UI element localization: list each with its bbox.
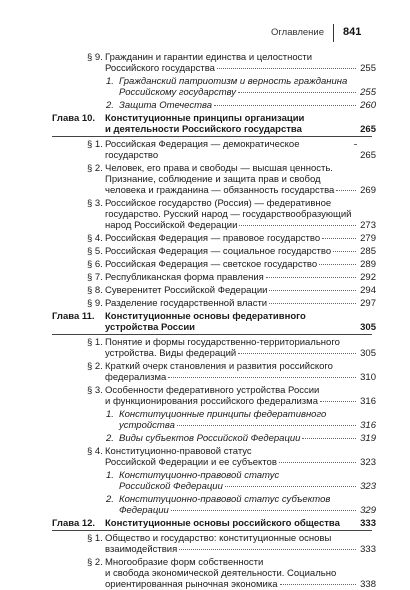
toc-title-line: Человек, его права и свободы — высшая ценность.	[105, 163, 333, 174]
toc-subsection	[0, 100, 410, 111]
dot-leader	[168, 377, 356, 378]
toc-entry-number: 1.	[106, 76, 114, 87]
toc-entry-number: § 2.	[87, 557, 103, 568]
toc-section	[0, 233, 410, 244]
toc-entry-title	[105, 285, 358, 296]
toc-page-number: 265	[360, 124, 376, 135]
toc-page-number: 316	[360, 420, 376, 431]
toc-section	[0, 361, 410, 383]
toc-entry-number: § 6.	[87, 259, 103, 270]
toc-entry-title	[105, 311, 358, 333]
toc-title-line: устройства	[119, 420, 175, 431]
toc-title-line: ориентированная рыночная экономика	[105, 579, 278, 590]
toc-page-number: 269	[360, 185, 376, 196]
table-of-contents	[0, 50, 410, 590]
toc-page-number: 279	[360, 233, 376, 244]
toc-section	[0, 272, 410, 283]
toc-entry-title	[105, 533, 358, 555]
running-header-title: Оглавление	[271, 27, 324, 38]
page-number: 841	[343, 26, 362, 38]
toc-title-line: Российская Федерация — светское государство	[105, 259, 318, 270]
toc-page-number: 265	[360, 150, 376, 161]
toc-entry-number: § 8.	[87, 285, 103, 296]
toc-title-line: Разделение государственной власти	[105, 298, 268, 309]
toc-section	[0, 246, 410, 257]
running-header	[0, 24, 410, 44]
toc-title-line: Конституционно-правовой статус	[119, 470, 280, 481]
toc-entry-number: 1.	[106, 470, 114, 481]
dot-leader	[280, 584, 356, 585]
toc-subsection	[0, 470, 410, 492]
toc-chapter	[0, 113, 410, 137]
toc-entry-title	[105, 139, 358, 161]
toc-title-line: устройства. Виды федераций	[105, 348, 237, 359]
toc-entry-number: § 9.	[87, 298, 103, 309]
toc-subsection	[0, 409, 410, 431]
toc-entry-number: § 1.	[87, 139, 103, 150]
toc-title-line: Конституционно-правовой статус субъектов	[119, 494, 331, 505]
toc-title-line: Российская Федерация — правовое государство	[105, 233, 321, 244]
toc-chapter-label: Глава 11.	[52, 311, 95, 322]
dot-leader	[354, 144, 356, 145]
dot-leader	[319, 264, 356, 265]
dot-leader	[177, 425, 356, 426]
toc-entry-title	[105, 446, 358, 468]
toc-section	[0, 285, 410, 296]
toc-title-line: Гражданин и гарантии единства и целостности	[105, 52, 313, 63]
toc-entry-title	[105, 233, 358, 244]
toc-title-line: Российскому государству	[119, 87, 237, 98]
toc-page-number: 333	[360, 544, 376, 555]
toc-title-line: Защита Отечества	[119, 100, 213, 111]
dot-leader	[238, 353, 356, 354]
toc-title-line: и функционирования российского федерализма	[105, 396, 318, 407]
toc-entry-number: § 4.	[87, 446, 103, 457]
toc-page-number: 305	[360, 348, 376, 359]
toc-title-line: взаимодействия	[105, 544, 178, 555]
dot-leader	[269, 290, 356, 291]
dot-leader	[171, 510, 356, 511]
toc-chapter-label: Глава 10.	[52, 113, 96, 124]
toc-title-line: Конституционные принципы организации	[105, 113, 305, 124]
toc-page-number: 319	[360, 433, 376, 444]
toc-entry-number: 1.	[106, 409, 114, 420]
toc-subsection	[0, 494, 410, 516]
toc-title-line: Многообразие форм собственности	[105, 557, 264, 568]
toc-chapter	[0, 518, 410, 531]
toc-title-line: Конституционно-правовой статус	[105, 446, 252, 457]
toc-section	[0, 533, 410, 555]
toc-entry-title	[119, 470, 358, 492]
toc-entry-number: 2.	[106, 100, 114, 111]
toc-entry-title	[105, 557, 358, 590]
toc-entry-title	[105, 163, 358, 196]
toc-entry-number: § 2.	[87, 361, 103, 372]
toc-section	[0, 557, 410, 590]
toc-title-line: Конституционные основы российского общества	[105, 518, 340, 529]
toc-entry-title	[105, 52, 358, 74]
toc-subsection	[0, 433, 410, 444]
dot-leader	[214, 105, 356, 106]
dot-leader	[336, 190, 356, 191]
dot-leader	[179, 549, 356, 550]
toc-title-line: и свобода экономической деятельности. Социально	[105, 568, 337, 579]
dot-leader	[302, 438, 356, 439]
toc-entry-number: 2.	[106, 433, 114, 444]
toc-title-line: Российская Федерация — демократическое государство	[105, 139, 300, 161]
toc-entry-title	[105, 337, 358, 359]
toc-page-number: 305	[360, 322, 376, 333]
dot-leader	[225, 486, 356, 487]
toc-title-line: Конституционные принципы федеративного	[119, 409, 327, 420]
toc-title-line: Общество и государство: конституционные основы	[105, 533, 332, 544]
toc-page-number: 323	[360, 481, 376, 492]
toc-title-line: Республиканская форма правления	[105, 272, 264, 283]
toc-title-line: Федерации	[119, 505, 169, 516]
toc-title-line: Гражданский патриотизм и верность гражданина	[119, 76, 348, 87]
toc-section	[0, 52, 410, 74]
toc-entry-title	[105, 198, 358, 231]
toc-title-line: Краткий очерк становления и развития российского	[105, 361, 333, 372]
dot-leader	[279, 462, 356, 463]
toc-title-line: человека и гражданина — обязанность государства	[105, 185, 335, 196]
toc-entry-title	[105, 361, 358, 383]
toc-page-number: 255	[360, 87, 376, 98]
dot-leader	[239, 225, 356, 226]
toc-section	[0, 298, 410, 309]
toc-chapter-label: Глава 12.	[52, 518, 96, 529]
toc-entry-number: § 3.	[87, 198, 103, 209]
toc-page-number: 294	[360, 285, 376, 296]
toc-section	[0, 139, 410, 161]
toc-title-line: Конституционные основы федеративного устройства России	[105, 311, 306, 333]
toc-entry-title	[105, 298, 358, 309]
toc-entry-title	[105, 385, 358, 407]
toc-title-line: Виды субъектов Российской Федерации	[119, 433, 301, 444]
toc-entry-title	[105, 272, 358, 283]
toc-entry-title	[105, 113, 358, 135]
toc-page-number: 316	[360, 396, 376, 407]
toc-entry-number: § 7.	[87, 272, 103, 283]
dot-leader	[333, 251, 356, 252]
toc-title-line: Российской Федерации и ее субъектов	[105, 457, 277, 468]
toc-page-number: 333	[360, 518, 376, 529]
header-divider	[333, 24, 334, 42]
toc-title-line: Особенности федеративного устройства России	[105, 385, 320, 396]
dot-leader	[238, 92, 356, 93]
dot-leader	[217, 68, 356, 69]
dot-leader	[320, 401, 356, 402]
toc-section	[0, 385, 410, 407]
toc-title-line: и деятельности Российского государства	[105, 124, 302, 135]
toc-entry-title	[105, 259, 358, 270]
toc-title-line: Российская Федерация — социальное государство	[105, 246, 332, 257]
toc-entry-title	[119, 494, 358, 516]
toc-entry-number: § 9.	[87, 52, 103, 63]
toc-section	[0, 259, 410, 270]
toc-section	[0, 337, 410, 359]
toc-page-number: 310	[360, 372, 376, 383]
toc-page-number: 323	[360, 457, 376, 468]
toc-chapter	[0, 311, 410, 335]
toc-entry-number: § 4.	[87, 233, 103, 244]
toc-page-number: 289	[360, 259, 376, 270]
toc-page-number: 292	[360, 272, 376, 283]
toc-entry-title	[105, 246, 358, 257]
toc-title-line: Российской Федерации	[119, 481, 223, 492]
toc-entry-number: § 5.	[87, 246, 103, 257]
toc-subsection	[0, 76, 410, 98]
toc-entry-title	[119, 409, 358, 431]
toc-page-number: 285	[360, 246, 376, 257]
toc-title-line: Российского государства	[105, 63, 215, 74]
toc-entry-title	[105, 518, 358, 529]
dot-leader	[269, 303, 356, 304]
toc-entry-number: § 3.	[87, 385, 103, 396]
toc-title-line: государство. Русский народ — государствообразующий	[105, 209, 352, 220]
toc-entry-number: 2.	[106, 494, 114, 505]
toc-title-line: Понятие и формы государственно-территориального	[105, 337, 340, 348]
toc-section	[0, 446, 410, 468]
toc-page-number: 255	[360, 63, 376, 74]
toc-page-number: 297	[360, 298, 376, 309]
toc-page-number: 260	[360, 100, 376, 111]
toc-title-line: Российское государство (Россия) — федеративное	[105, 198, 332, 209]
toc-entry-number: § 1.	[87, 337, 103, 348]
toc-entry-title	[119, 100, 358, 111]
toc-title-line: федерализма	[105, 372, 167, 383]
toc-title-line: народ Российской Федерации	[105, 220, 238, 231]
toc-section	[0, 198, 410, 231]
dot-leader	[266, 277, 356, 278]
toc-entry-number: § 1.	[87, 533, 103, 544]
toc-page-number: 273	[360, 220, 376, 231]
toc-section	[0, 163, 410, 196]
dot-leader	[322, 238, 356, 239]
toc-page-number: 338	[360, 579, 376, 590]
toc-entry-number: § 2.	[87, 163, 103, 174]
toc-entry-title	[119, 433, 358, 444]
toc-entry-title	[119, 76, 358, 98]
toc-title-line: Суверенитет Российской Федерации	[105, 285, 268, 296]
toc-title-line: Признание, соблюдение и защита прав и свобод	[105, 174, 321, 185]
toc-page-number: 329	[360, 505, 376, 516]
